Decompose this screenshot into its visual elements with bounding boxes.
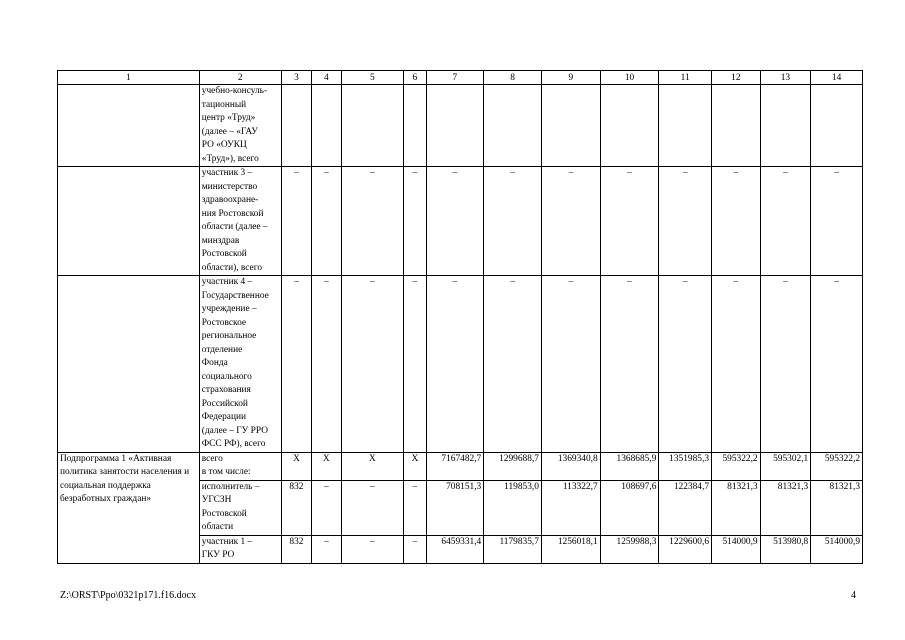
cell (58, 167, 200, 276)
cell: – (426, 276, 484, 453)
cell (659, 85, 712, 167)
header-cell: 1 (58, 71, 200, 85)
header-cell: 13 (760, 71, 811, 85)
table-row (58, 276, 863, 453)
cell: – (712, 167, 761, 276)
subprogram-cell: Подпрограмма 1 «Активная политика занятости населения и социальная поддержка безработных граждан» (58, 452, 200, 563)
cell: – (541, 276, 600, 453)
header-cell: 3 (281, 71, 311, 85)
cell: – (760, 276, 811, 453)
cell: – (811, 167, 863, 276)
cell: – (484, 167, 542, 276)
cell: – (659, 276, 712, 453)
cell: – (404, 167, 426, 276)
cell: 1368685,9 (600, 452, 659, 480)
header-cell: 8 (484, 71, 542, 85)
cell (281, 85, 311, 167)
cell: 7167482,7 (426, 452, 484, 480)
cell (600, 85, 659, 167)
cell: 832 (281, 535, 311, 563)
participant-cell: участник 1 – ГКУ РО (199, 535, 281, 563)
participant-cell: участник 3 – министерство здравоохране- ния Ростовской области (далее – минздрав Ростовской области), всего (199, 167, 281, 276)
header-cell: 5 (341, 71, 404, 85)
cell: – (341, 535, 404, 563)
cell (426, 85, 484, 167)
participant-cell: исполнитель – УГСЗН Ростовской области (199, 480, 281, 535)
cell (484, 85, 542, 167)
cell: 81321,3 (811, 480, 863, 535)
cell: – (712, 276, 761, 453)
cell: – (281, 276, 311, 453)
header-cell: 12 (712, 71, 761, 85)
cell: – (600, 167, 659, 276)
cell: 108697,6 (600, 480, 659, 535)
cell: 1259988,3 (600, 535, 659, 563)
cell: 513980,8 (760, 535, 811, 563)
participant-cell: участник 4 – Государственное учреждение – Ростовское региональное отделение Фонда социального страхования Российской Федерации (далее – ГУ РРО ФСС РФ), всего (199, 276, 281, 453)
cell: – (426, 167, 484, 276)
cell (312, 85, 341, 167)
cell: 514000,9 (811, 535, 863, 563)
cell: – (404, 480, 426, 535)
cell: – (341, 167, 404, 276)
header-row (58, 71, 863, 85)
cell (712, 85, 761, 167)
cell (541, 85, 600, 167)
cell: – (341, 480, 404, 535)
header-cell: 10 (600, 71, 659, 85)
table-row (58, 452, 863, 480)
cell: – (811, 276, 863, 453)
cell: – (404, 276, 426, 453)
page-number: 4 (851, 590, 856, 601)
header-cell: 4 (312, 71, 341, 85)
cell: 113322,7 (541, 480, 600, 535)
cell (760, 85, 811, 167)
cell: – (600, 276, 659, 453)
header-cell: 2 (199, 71, 281, 85)
document-path: Z:\ORST\Ppo\0321p171.f16.docx (60, 590, 197, 601)
cell: Х (281, 452, 311, 480)
cell: Х (341, 452, 404, 480)
cell: 1299688,7 (484, 452, 542, 480)
cell (811, 85, 863, 167)
cell: – (760, 167, 811, 276)
cell: 708151,3 (426, 480, 484, 535)
header-cell: 11 (659, 71, 712, 85)
table-row (58, 167, 863, 276)
cell: – (312, 167, 341, 276)
cell: 119853,0 (484, 480, 542, 535)
cell: – (484, 276, 542, 453)
cell: 81321,3 (760, 480, 811, 535)
cell: 6459331,4 (426, 535, 484, 563)
table-row (58, 85, 863, 167)
cell: 1369340,8 (541, 452, 600, 480)
cell: 122384,7 (659, 480, 712, 535)
cell: 1179835,7 (484, 535, 542, 563)
cell: Х (404, 452, 426, 480)
cell: – (541, 167, 600, 276)
participant-cell: всего в том числе: (199, 452, 281, 480)
header-cell: 14 (811, 71, 863, 85)
cell: – (659, 167, 712, 276)
cell: 81321,3 (712, 480, 761, 535)
cell (58, 85, 200, 167)
cell: 514000,9 (712, 535, 761, 563)
cell: – (312, 480, 341, 535)
budget-table (57, 70, 863, 564)
cell: 832 (281, 480, 311, 535)
cell: – (312, 276, 341, 453)
cell (404, 85, 426, 167)
cell: – (312, 535, 341, 563)
header-cell: 9 (541, 71, 600, 85)
cell: 595322,2 (712, 452, 761, 480)
cell: 595322,2 (811, 452, 863, 480)
cell: – (281, 167, 311, 276)
cell: 1351985,3 (659, 452, 712, 480)
header-cell: 6 (404, 71, 426, 85)
cell: – (404, 535, 426, 563)
cell: Х (312, 452, 341, 480)
header-cell: 7 (426, 71, 484, 85)
cell (341, 85, 404, 167)
participant-cell: учебно-консуль- тационный центр «Труд» (далее – «ГАУ РО «ОУКЦ «Труд»), всего (199, 85, 281, 167)
cell: 595302,1 (760, 452, 811, 480)
cell: – (341, 276, 404, 453)
cell (58, 276, 200, 453)
cell: 1256018,1 (541, 535, 600, 563)
cell: 1229600,6 (659, 535, 712, 563)
